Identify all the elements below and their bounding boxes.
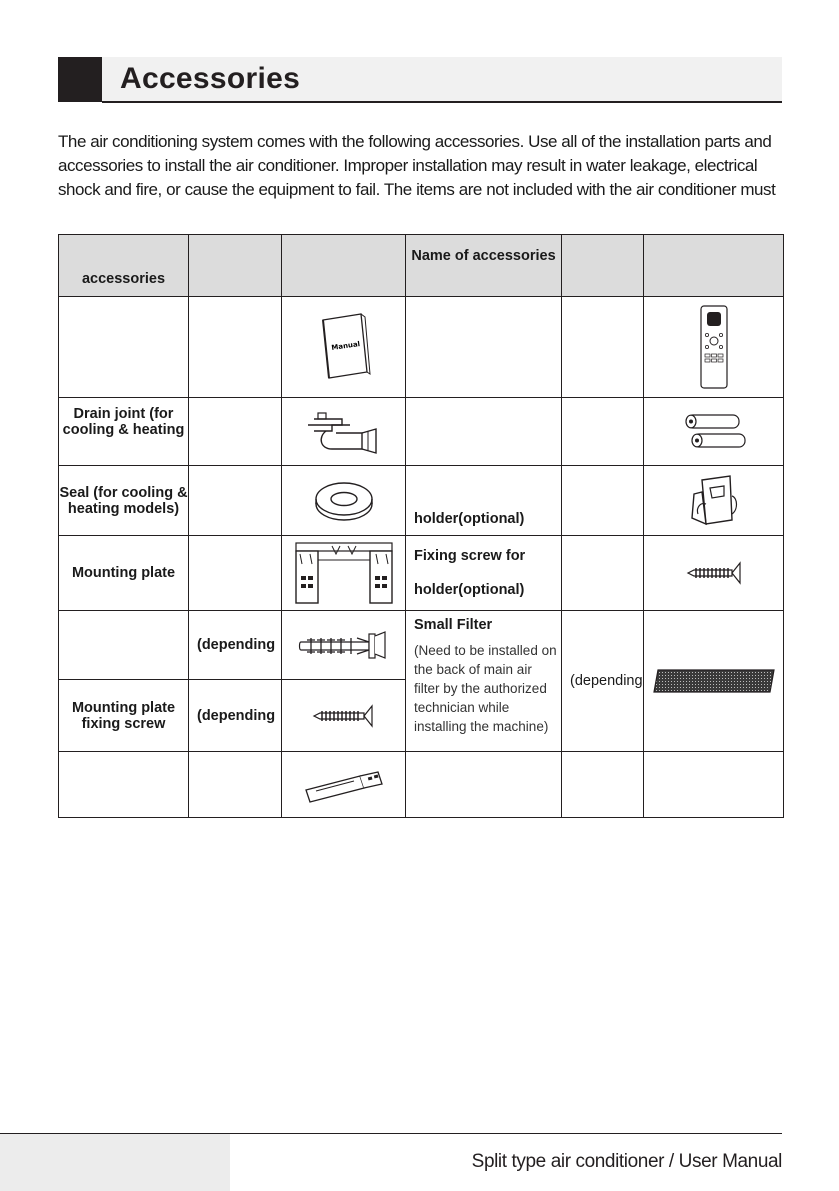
table-cell bbox=[644, 466, 784, 536]
table-cell bbox=[282, 680, 406, 752]
table-cell bbox=[562, 398, 644, 466]
table-cell bbox=[189, 297, 282, 398]
holder-optional-label: holder(optional) bbox=[406, 466, 562, 536]
small-filter-quantity: (depending bbox=[562, 611, 644, 752]
table-row bbox=[59, 752, 784, 818]
table-row bbox=[59, 398, 784, 466]
table-cell bbox=[562, 297, 644, 398]
header-cell-empty bbox=[282, 235, 406, 297]
table-cell bbox=[562, 536, 644, 611]
header-cell-empty bbox=[562, 235, 644, 297]
table-cell bbox=[282, 611, 406, 680]
seal-icon bbox=[313, 478, 375, 524]
mounting-plate-fixing-screw-label: Mounting plate fixing screw bbox=[59, 680, 189, 752]
header-cell-accessories: accessories bbox=[59, 235, 189, 297]
table-row bbox=[59, 297, 784, 398]
intro-line-1: The air conditioning system comes with the following accessories. Use all of the installation parts and bbox=[58, 132, 772, 151]
header-block bbox=[58, 57, 102, 102]
anchor-quantity: (depending bbox=[189, 611, 282, 680]
small-filter-label: Small Filter bbox=[414, 617, 493, 633]
table-cell bbox=[406, 398, 562, 466]
table-cell bbox=[59, 752, 189, 818]
table-header-row bbox=[59, 235, 784, 297]
table-cell bbox=[189, 536, 282, 611]
drain-joint-label: Drain joint (for cooling & heating bbox=[59, 398, 189, 466]
table-cell bbox=[282, 466, 406, 536]
usb-wifi-module-icon bbox=[302, 766, 386, 804]
small-filter-description: (Need to be installed on the back of main air filter by the authorized technician while installing the machine) bbox=[414, 643, 557, 734]
footer-title: Split type air conditioner / User Manual bbox=[471, 1151, 782, 1172]
intro-paragraph bbox=[58, 130, 788, 202]
screw-icon bbox=[312, 703, 376, 729]
remote-controller-icon bbox=[699, 305, 729, 389]
fixing-screw-label: Fixing screw for bbox=[414, 548, 526, 564]
manual-icon bbox=[313, 312, 375, 382]
batteries-icon bbox=[679, 413, 749, 451]
mounting-plate-icon bbox=[292, 540, 396, 606]
table-cell bbox=[282, 297, 406, 398]
screw-icon bbox=[686, 560, 742, 586]
table-cell bbox=[406, 752, 562, 818]
seal-label: Seal (for cooling & heating models) bbox=[59, 466, 189, 536]
table-cell bbox=[282, 536, 406, 611]
header-cell-empty bbox=[644, 235, 784, 297]
fixing-screw-quantity: (depending bbox=[189, 680, 282, 752]
footer-gray-block bbox=[0, 1134, 230, 1191]
table-cell bbox=[282, 752, 406, 818]
fixing-screw-holder-cell bbox=[406, 536, 562, 611]
table-cell bbox=[644, 297, 784, 398]
table-cell bbox=[644, 398, 784, 466]
header-cell-empty bbox=[189, 235, 282, 297]
intro-line-2: accessories to install the air conditioner. Improper installation may result in water leakage, electrical bbox=[58, 156, 758, 175]
mounting-plate-label: Mounting plate bbox=[59, 536, 189, 611]
table-cell bbox=[59, 297, 189, 398]
manual-label: Manual bbox=[330, 340, 361, 352]
anchor-icon bbox=[297, 628, 391, 662]
intro-line-3: shock and fire, or cause the equipment to fail. The items are not included with the air conditioner must bbox=[58, 180, 776, 199]
table-cell bbox=[644, 536, 784, 611]
table-cell bbox=[59, 611, 189, 680]
drain-joint-icon bbox=[306, 409, 382, 455]
table-cell bbox=[406, 297, 562, 398]
table-cell bbox=[644, 752, 784, 818]
table-row bbox=[59, 536, 784, 611]
accessories-table bbox=[58, 234, 784, 818]
table-cell bbox=[644, 611, 784, 752]
table-cell bbox=[282, 398, 406, 466]
table-row bbox=[59, 466, 784, 536]
small-filter-icon bbox=[652, 668, 776, 694]
header-cell-name-of-accessories: Name of accessories bbox=[406, 235, 562, 297]
page-title: Accessories bbox=[120, 62, 301, 95]
table-row bbox=[59, 611, 784, 680]
holder-optional-label: holder(optional) bbox=[414, 582, 525, 598]
small-filter-cell bbox=[406, 611, 562, 752]
remote-holder-icon bbox=[686, 474, 742, 528]
table-cell bbox=[189, 398, 282, 466]
table-cell bbox=[189, 466, 282, 536]
table-cell bbox=[189, 752, 282, 818]
table-cell bbox=[562, 752, 644, 818]
table-cell bbox=[562, 466, 644, 536]
